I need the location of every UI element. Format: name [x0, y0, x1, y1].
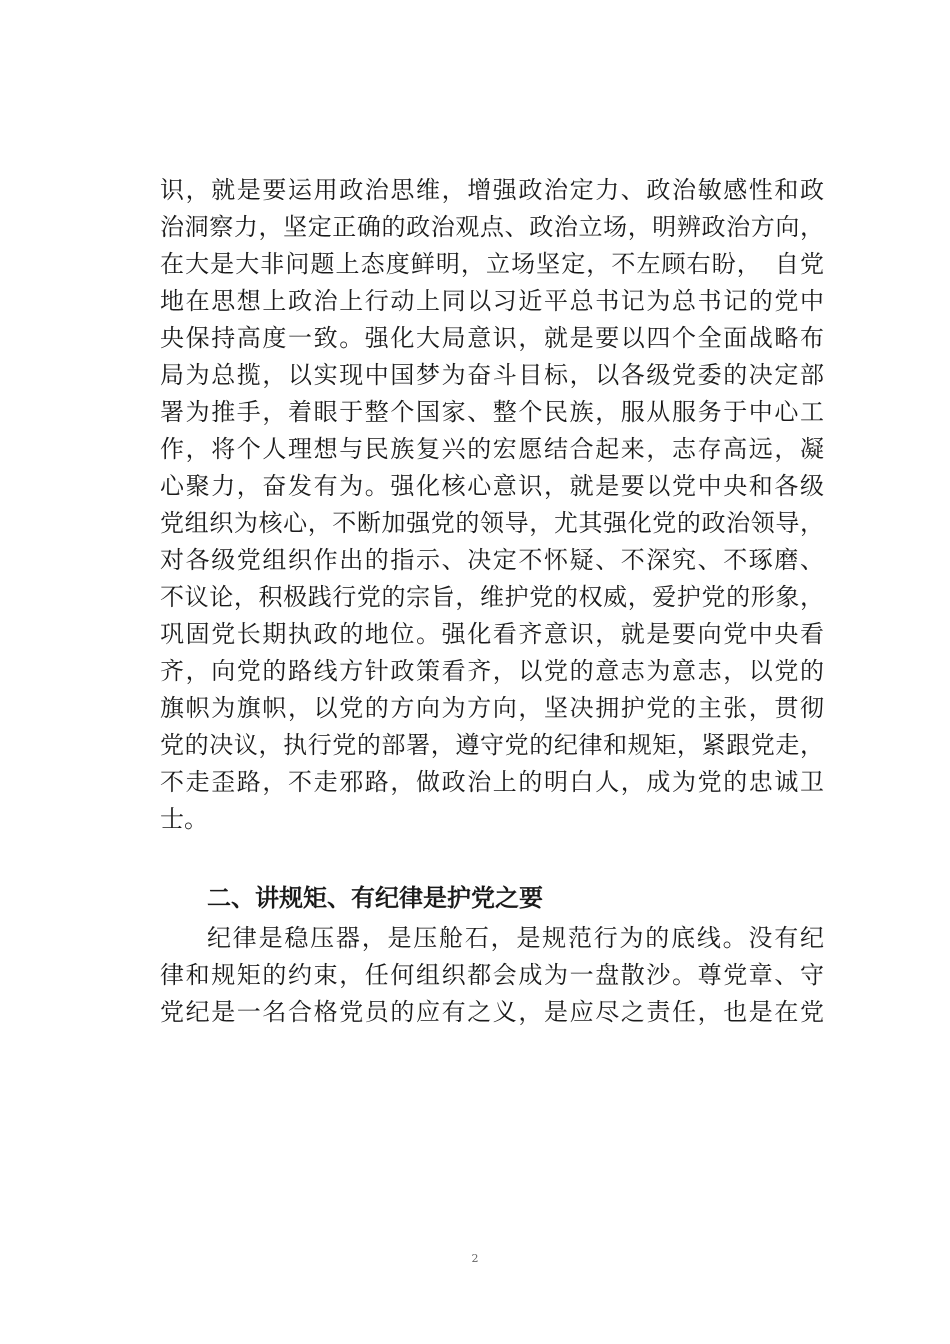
text-line: 作，将个人理想与民族复兴的宏愿结合起来，志存高远，凝 [160, 435, 824, 463]
text-line: 地在思想上政治上行动上同以习近平总书记为总书记的党中 [160, 287, 824, 315]
body-paragraph [160, 920, 824, 1031]
text-line: 党组织为核心，不断加强党的领导，尤其强化党的政治领导， [160, 509, 824, 537]
text-line: 在大是大非问题上态度鲜明，立场坚定，不左顾右盼， 自党 [160, 250, 824, 278]
text-line: 齐，向党的路线方针政策看齐，以党的意志为意志，以党的 [160, 657, 824, 685]
text-line: 识，就是要运用政治思维，增强政治定力、政治敏感性和政 [160, 176, 824, 204]
text-line: 局为总揽，以实现中国梦为奋斗目标，以各级党委的决定部 [160, 361, 824, 389]
text-line: 不走歪路，不走邪路，做政治上的明白人，成为党的忠诚卫 [160, 768, 824, 796]
text-line: 巩固党长期执政的地位。强化看齐意识，就是要向党中央看 [160, 620, 824, 648]
section-heading: 二、讲规矩、有纪律是护党之要 [207, 884, 543, 912]
text-line: 不议论，积极践行党的宗旨，维护党的权威，爱护党的形象， [160, 583, 824, 611]
text-line: 对各级党组织作出的指示、决定不怀疑、不深究、不琢磨、 [160, 546, 824, 574]
text-line: 旗帜为旗帜，以党的方向为方向，坚决拥护党的主张，贯彻 [160, 694, 824, 722]
text-line: 纪律是稳压器，是压舱石，是规范行为的底线。没有纪 [207, 924, 824, 952]
text-line: 党的决议，执行党的部署，遵守党的纪律和规矩，紧跟党走， [160, 731, 824, 759]
text-line: 士。 [160, 805, 208, 833]
body-paragraph-continued [160, 172, 824, 838]
text-line: 治洞察力，坚定正确的政治观点、政治立场，明辨政治方向， [160, 213, 824, 241]
page-number: 2 [471, 1252, 479, 1265]
text-line: 心聚力，奋发有为。强化核心意识，就是要以党中央和各级 [160, 472, 824, 500]
text-line: 律和规矩的约束，任何组织都会成为一盘散沙。尊党章、守 [160, 961, 824, 989]
text-line: 央保持高度一致。强化大局意识，就是要以四个全面战略布 [160, 324, 824, 352]
text-line: 党纪是一名合格党员的应有之义，是应尽之责任，也是在党 [160, 998, 824, 1026]
text-line: 署为推手，着眼于整个国家、整个民族，服从服务于中心工 [160, 398, 824, 426]
